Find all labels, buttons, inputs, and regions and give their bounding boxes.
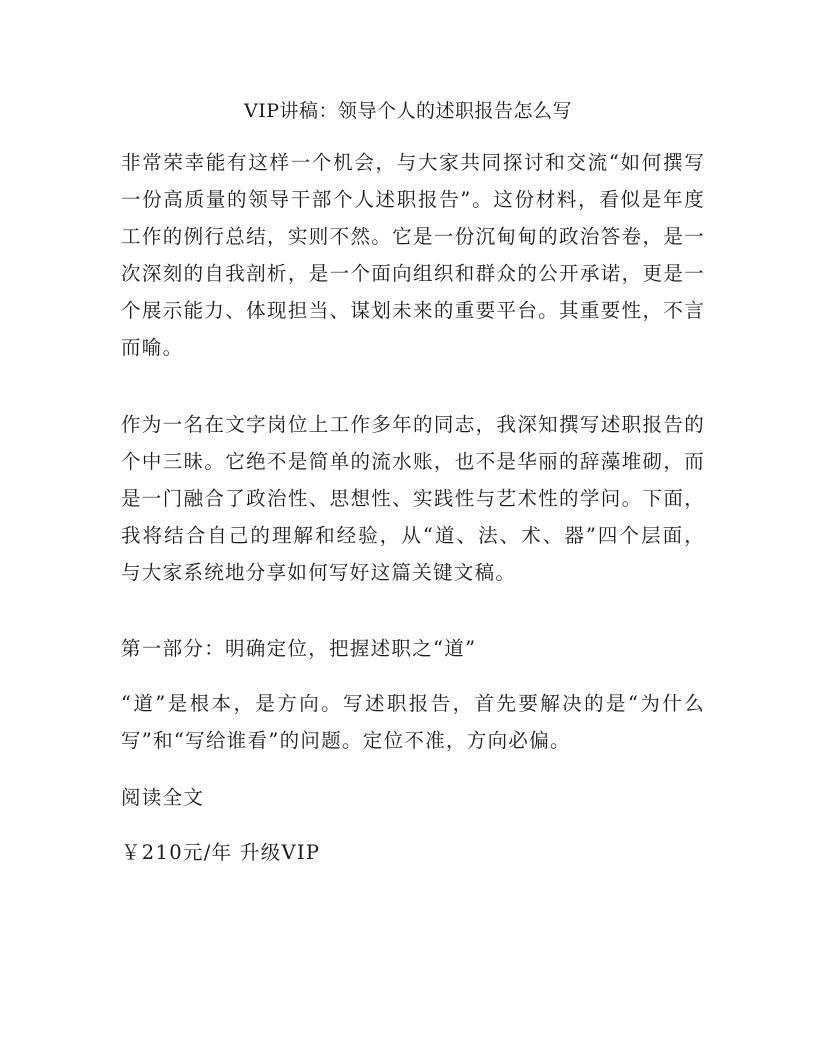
- section-heading: 第一部分：明确定位，把握述职之“道”: [121, 637, 477, 660]
- context-paragraph: 作为一名在文字岗位上工作多年的同志，我深知撰写述职报告的个中三昧。它绝不是简单的流水账，也不是华丽的辞藻堆砌，而是一门融合了政治性、思想性、实践性与艺术性的学问。下面，我将结合自己的理解和经验，从“道、法、术、器”四个层面，与大家系统地分享如何写好这篇关键文稿。: [121, 413, 705, 584]
- upgrade-vip-link[interactable]: ￥210元/年 升级VIP: [121, 841, 321, 864]
- section-paragraph: “道”是根本，是方向。写述职报告，首先要解决的是“为什么写”和“写给谁看”的问题。定位不准，方向必偏。: [121, 692, 705, 752]
- read-full-link[interactable]: 阅读全文: [121, 786, 205, 809]
- document-title: VIP讲稿：领导个人的述职报告怎么写: [243, 100, 572, 122]
- intro-paragraph: 非常荣幸能有这样一个机会，与大家共同探讨和交流“如何撰写一份高质量的领导干部个人述职报告”。这份材料，看似是年度工作的例行总结，实则不然。它是一份沉甸甸的政治答卷，是一次深刻的自我剖析，是一个面向组织和群众的公开承诺，更是一个展示能力、体现担当、谋划未来的重要平台。其重要性，不言而喻。: [121, 151, 705, 359]
